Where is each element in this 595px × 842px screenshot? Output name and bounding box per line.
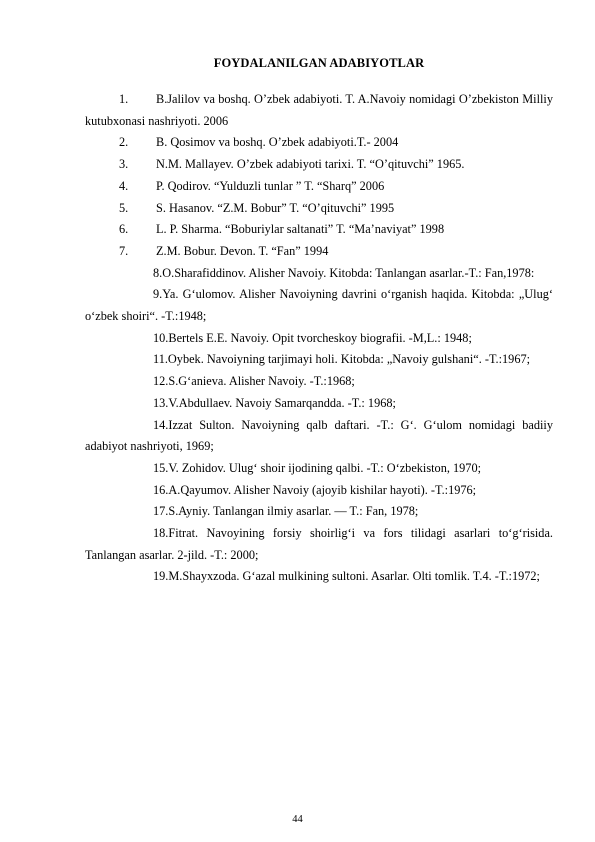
- reference-item: [85, 263, 553, 285]
- reference-item: [85, 566, 553, 588]
- reference-number: 3.: [119, 157, 129, 172]
- reference-number: 17.: [153, 504, 169, 519]
- page-title: FOYDALANILGAN ADABIYOTLAR: [213, 56, 425, 70]
- reference-number: 7.: [119, 243, 129, 258]
- reference-item: [85, 480, 553, 502]
- reference-item: [85, 198, 553, 220]
- reference-item: [85, 458, 553, 480]
- reference-number: 16.: [153, 482, 169, 497]
- reference-text: A.Qayumov. Alisher Navoiy (ajoyib kishilar hayoti). -T.:1976;: [168, 482, 477, 497]
- reference-text: Ya. G‘ulomov. Alisher Navoiyning davrini o‘rganish haqida. Kitobda: „Ulug‘ o‘zbek shoiri“. -T.:1948;: [85, 287, 553, 324]
- reference-item: [85, 89, 553, 132]
- reference-item: [85, 328, 553, 350]
- reference-number: 6.: [119, 222, 129, 237]
- reference-number: 2.: [119, 135, 129, 150]
- reference-item: [85, 284, 553, 327]
- reference-item: [85, 132, 553, 154]
- reference-text: P. Qodirov. “Yulduzli tunlar ” T. “Sharq” 2006: [156, 178, 385, 193]
- reference-item: [85, 415, 553, 458]
- reference-number: 1.: [119, 92, 129, 106]
- reference-text: S.G‘anieva. Alisher Navoiy. -T.:1968;: [168, 374, 355, 389]
- reference-number: 15.: [153, 460, 169, 475]
- reference-text: Z.M. Bobur. Devon. T. “Fan” 1994: [156, 243, 329, 258]
- reference-item: [85, 371, 553, 393]
- reference-item: [85, 154, 553, 176]
- reference-item: [85, 219, 553, 241]
- reference-list: [85, 89, 553, 588]
- page-number: 44: [292, 814, 303, 825]
- reference-text: B. Qosimov va boshq. O’zbek adabiyoti.T.- 2004: [156, 135, 399, 150]
- reference-text: M.Shayxzoda. G‘azal mulkining sultoni. Asarlar. Olti tomlik. T.4. -T.:1972;: [168, 569, 540, 584]
- reference-number: 8.: [153, 265, 163, 280]
- reference-number: 14.: [153, 417, 169, 432]
- reference-number: 13.: [153, 395, 169, 410]
- reference-text: N.M. Mallayev. O’zbek adabiyoti tarixi. T. “O’qituvchi” 1965.: [156, 157, 465, 172]
- reference-text: B.Jalilov va boshq. O’zbek adabiyoti. T. A.Navoiy nomidagi O’zbekiston Milliy kutubxonasi nashriyoti. 2006: [85, 92, 553, 128]
- reference-item: [85, 241, 553, 263]
- reference-item: [85, 349, 553, 371]
- reference-number: 10.: [153, 330, 169, 345]
- reference-number: 19.: [153, 569, 169, 584]
- reference-number: 9.: [153, 287, 163, 302]
- reference-number: 5.: [119, 200, 129, 215]
- reference-number: 18.: [153, 526, 169, 541]
- reference-text: L. P. Sharma. “Boburiylar saltanati” T. “Ma’naviyat” 1998: [156, 222, 445, 237]
- reference-number: 12.: [153, 374, 169, 389]
- reference-text: Fitrat. Navoyining forsiy shoirlig‘i va fors tilidagi asarlari to‘g‘risida. Tanlangan asarlar. 2-jild. -T.: 2000;: [85, 526, 553, 562]
- reference-number: 4.: [119, 178, 129, 193]
- reference-item: [85, 523, 553, 566]
- reference-text: V.Abdullaev. Navoiy Samarqandda. -T.: 1968;: [168, 395, 396, 410]
- reference-number: 11.: [153, 352, 168, 367]
- reference-text: V. Zohidov. Ulug‘ shoir ijodining qalbi. -T.: O‘zbekiston, 1970;: [168, 460, 482, 475]
- reference-item: [85, 176, 553, 198]
- reference-text: Oybek. Navoiyning tarjimayi holi. Kitobda: „Navoiy gulshani“. -T.:1967;: [167, 352, 531, 367]
- reference-text: O.Sharafiddinov. Alisher Navoiy. Kitobda: Tanlangan asarlar.-T.: Fan,1978:: [162, 265, 535, 280]
- reference-text: Izzat Sulton. Navoiyning qalb daftari. -T.: G‘. G‘ulom nomidagi badiiy adabiyot nashriyoti, 1969;: [85, 417, 553, 454]
- reference-text: S.Ayniy. Tanlangan ilmiy asarlar. — T.: Fan, 1978;: [168, 504, 419, 519]
- reference-item: [85, 501, 553, 523]
- reference-text: S. Hasanov. “Z.M. Bobur” T. “O’qituvchi” 1995: [156, 200, 395, 215]
- reference-item: [85, 393, 553, 415]
- reference-text: Bertels E.E. Navoiy. Opit tvorcheskoy biografii. -M,L.: 1948;: [168, 330, 472, 345]
